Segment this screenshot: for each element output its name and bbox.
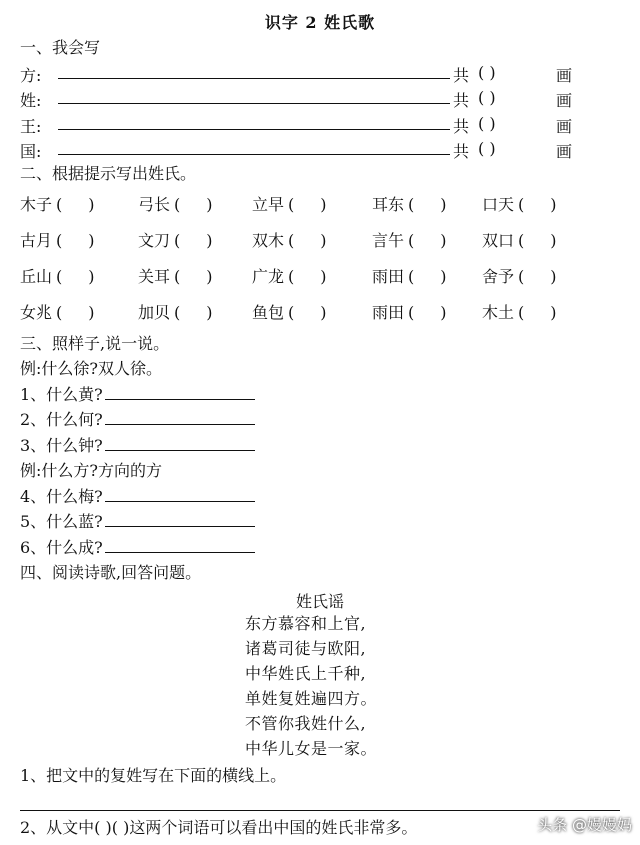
page-title: 识字 2 姓氏歌 bbox=[264, 13, 376, 32]
write-row-char: 王: bbox=[20, 117, 42, 136]
open-paren: ( bbox=[408, 195, 415, 214]
hint-cell bbox=[20, 300, 95, 323]
hint-text: 舍予 bbox=[482, 267, 515, 286]
hint-text: 丘山 bbox=[20, 267, 53, 286]
question-item: 6、什么成? bbox=[20, 538, 255, 558]
hint-text: 雨田 bbox=[372, 267, 405, 286]
hint-row bbox=[20, 228, 620, 252]
hint-text: 双口 bbox=[482, 231, 515, 250]
hint-cell bbox=[372, 300, 447, 323]
hint-text: 文刀 bbox=[138, 231, 171, 250]
open-paren: ( bbox=[518, 231, 525, 250]
hua-label: 画 bbox=[556, 117, 573, 136]
write-row-xing bbox=[20, 88, 580, 110]
close-paren: ) bbox=[206, 303, 213, 322]
close-paren: ) bbox=[88, 195, 95, 214]
hint-cell bbox=[252, 300, 327, 323]
write-row-char: 方: bbox=[20, 66, 42, 85]
hint-row bbox=[20, 192, 620, 216]
hint-text: 立早 bbox=[252, 195, 285, 214]
hint-row bbox=[20, 264, 620, 288]
close-paren: ) bbox=[206, 231, 213, 250]
hint-text: 双木 bbox=[252, 231, 285, 250]
hint-cell bbox=[138, 300, 213, 323]
hint-text: 弓长 bbox=[138, 195, 171, 214]
hint-text: 木土 bbox=[482, 303, 515, 322]
section4-heading: 四、阅读诗歌,回答问题。 bbox=[20, 563, 202, 582]
gong-label: 共 bbox=[453, 142, 470, 161]
hua-label: 画 bbox=[556, 142, 573, 161]
question-1: 1、把文中的复姓写在下面的横线上。 bbox=[20, 766, 287, 785]
hint-cell bbox=[372, 264, 447, 287]
gong-label: 共 bbox=[453, 66, 470, 85]
open-paren: ( bbox=[56, 267, 63, 286]
answer-line bbox=[105, 436, 255, 451]
open-paren: ( bbox=[174, 195, 181, 214]
hint-cell bbox=[138, 264, 213, 287]
question-item: 5、什么蓝? bbox=[20, 512, 255, 532]
close-paren: ) bbox=[88, 303, 95, 322]
open-paren: ( bbox=[408, 231, 415, 250]
hint-cell bbox=[482, 228, 557, 251]
open-paren: ( bbox=[56, 303, 63, 322]
open-paren: ( bbox=[174, 231, 181, 250]
open-paren: ( bbox=[288, 231, 295, 250]
hint-text: 广龙 bbox=[252, 267, 285, 286]
answer-line bbox=[105, 512, 255, 527]
open-paren: ( bbox=[518, 267, 525, 286]
open-paren: ( bbox=[288, 303, 295, 322]
hint-cell bbox=[252, 228, 327, 251]
hint-row bbox=[20, 300, 620, 324]
close-paren: ) bbox=[206, 267, 213, 286]
hint-cell bbox=[138, 192, 213, 215]
gong-label: 共 bbox=[453, 91, 470, 110]
hint-cell bbox=[482, 264, 557, 287]
open-paren: ( bbox=[288, 195, 295, 214]
hint-text: 耳东 bbox=[372, 195, 405, 214]
hua-label: 画 bbox=[556, 66, 573, 85]
close-paren: ) bbox=[550, 231, 557, 250]
hint-text: 关耳 bbox=[138, 267, 171, 286]
hint-cell bbox=[252, 192, 327, 215]
write-line bbox=[58, 129, 450, 130]
write-row-wang bbox=[20, 114, 580, 136]
stroke-count-blank: ( ) bbox=[478, 88, 496, 107]
hint-cell bbox=[482, 300, 557, 323]
close-paren: ) bbox=[320, 231, 327, 250]
open-paren: ( bbox=[518, 303, 525, 322]
gong-label: 共 bbox=[453, 117, 470, 136]
write-row-guo bbox=[20, 139, 580, 161]
close-paren: ) bbox=[440, 303, 447, 322]
answer-line bbox=[105, 385, 255, 400]
hint-cell bbox=[20, 228, 95, 251]
open-paren: ( bbox=[408, 267, 415, 286]
answer-line bbox=[105, 487, 255, 502]
stroke-count-blank: ( ) bbox=[478, 114, 496, 133]
section1-heading: 一、我会写 bbox=[20, 38, 101, 57]
section3-heading: 三、照样子,说一说。 bbox=[20, 334, 170, 353]
hint-cell bbox=[372, 228, 447, 251]
close-paren: ) bbox=[320, 303, 327, 322]
write-row-fang bbox=[20, 63, 580, 85]
close-paren: ) bbox=[550, 195, 557, 214]
stroke-count-blank: ( ) bbox=[478, 63, 496, 82]
example-2: 例:什么方?方向的方 bbox=[20, 461, 162, 480]
close-paren: ) bbox=[88, 231, 95, 250]
question-item: 4、什么梅? bbox=[20, 487, 255, 507]
close-paren: ) bbox=[440, 267, 447, 286]
hint-cell bbox=[252, 264, 327, 287]
hint-text: 加贝 bbox=[138, 303, 171, 322]
hint-cell bbox=[138, 228, 213, 251]
question-item: 1、什么黄? bbox=[20, 385, 255, 405]
hint-text: 言午 bbox=[372, 231, 405, 250]
open-paren: ( bbox=[56, 195, 63, 214]
section2-heading: 二、根据提示写出姓氏。 bbox=[20, 164, 197, 183]
answer-long-line bbox=[20, 810, 620, 811]
close-paren: ) bbox=[550, 267, 557, 286]
write-line bbox=[58, 154, 450, 155]
hint-cell bbox=[482, 192, 557, 215]
poem-line: 诸葛司徒与欧阳, bbox=[245, 639, 367, 658]
hint-text: 雨田 bbox=[372, 303, 405, 322]
hint-text: 古月 bbox=[20, 231, 53, 250]
close-paren: ) bbox=[440, 231, 447, 250]
poem-title: 姓氏谣 bbox=[295, 592, 344, 611]
question-item: 2、什么何? bbox=[20, 410, 255, 430]
write-line bbox=[58, 78, 450, 79]
hint-text: 女兆 bbox=[20, 303, 53, 322]
example-1: 例:什么徐?双人徐。 bbox=[20, 359, 162, 378]
close-paren: ) bbox=[320, 267, 327, 286]
hint-text: 鱼包 bbox=[252, 303, 285, 322]
open-paren: ( bbox=[174, 267, 181, 286]
hint-cell bbox=[20, 264, 95, 287]
open-paren: ( bbox=[288, 267, 295, 286]
question-2: 2、从文中( )( )这两个词语可以看出中国的姓氏非常多。 bbox=[20, 818, 418, 837]
close-paren: ) bbox=[440, 195, 447, 214]
poem-line: 中华儿女是一家。 bbox=[245, 739, 378, 758]
close-paren: ) bbox=[550, 303, 557, 322]
open-paren: ( bbox=[408, 303, 415, 322]
hint-text: 木子 bbox=[20, 195, 53, 214]
stroke-count-blank: ( ) bbox=[478, 139, 496, 158]
write-row-char: 姓: bbox=[20, 91, 42, 110]
answer-line bbox=[105, 538, 255, 553]
open-paren: ( bbox=[174, 303, 181, 322]
close-paren: ) bbox=[320, 195, 327, 214]
answer-line bbox=[105, 410, 255, 425]
open-paren: ( bbox=[56, 231, 63, 250]
poem-line: 中华姓氏上千种, bbox=[245, 664, 367, 683]
open-paren: ( bbox=[518, 195, 525, 214]
hint-cell bbox=[20, 192, 95, 215]
poem-line: 单姓复姓遍四方。 bbox=[245, 689, 378, 708]
close-paren: ) bbox=[206, 195, 213, 214]
hua-label: 画 bbox=[556, 91, 573, 110]
poem-line: 不管你我姓什么, bbox=[245, 714, 367, 733]
hint-text: 口天 bbox=[482, 195, 515, 214]
write-line bbox=[58, 103, 450, 104]
write-row-char: 国: bbox=[20, 142, 42, 161]
poem-line: 东方慕容和上官, bbox=[245, 614, 367, 633]
close-paren: ) bbox=[88, 267, 95, 286]
question-item: 3、什么钟? bbox=[20, 436, 255, 456]
watermark: 头条 @嫚嫚妈 bbox=[537, 816, 632, 834]
hint-cell bbox=[372, 192, 447, 215]
poem-body bbox=[245, 614, 377, 764]
